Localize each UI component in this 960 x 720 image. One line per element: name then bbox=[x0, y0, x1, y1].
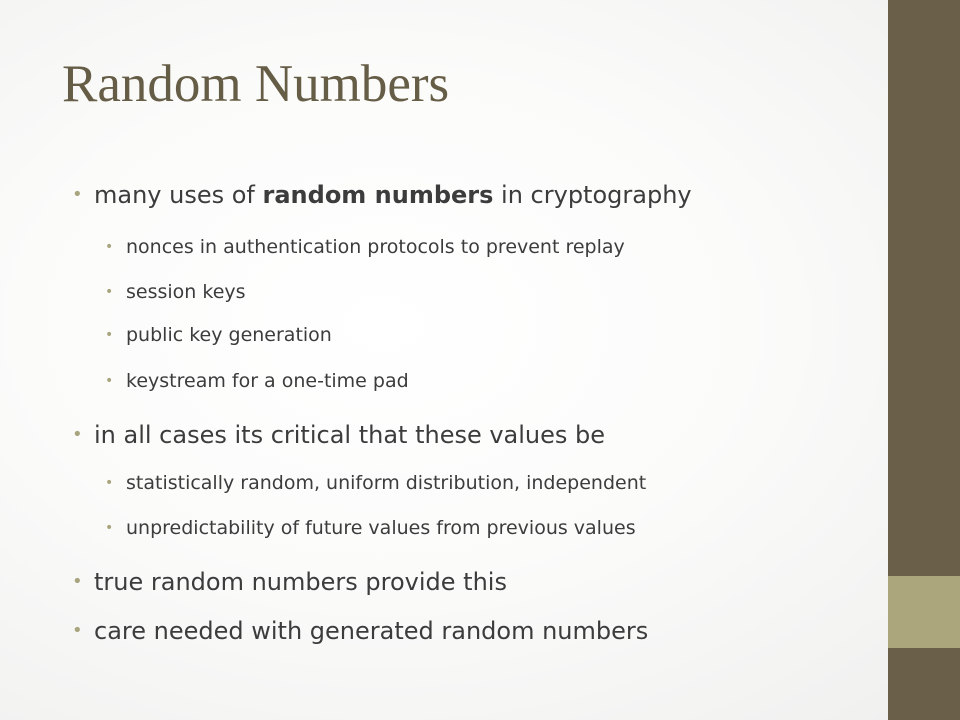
sub-bullet-item bbox=[105, 236, 625, 258]
sub-bullet-text: session keys bbox=[126, 281, 246, 303]
bullet-marker-icon: • bbox=[72, 571, 83, 592]
bullet-item bbox=[72, 568, 507, 596]
side-decoration-band bbox=[888, 576, 960, 648]
bullet-text: in all cases its critical that these values be bbox=[94, 421, 606, 449]
bullet-marker-icon: • bbox=[105, 284, 114, 300]
side-decoration-panel bbox=[888, 0, 960, 720]
bullet-emphasis-text: random numbers bbox=[262, 181, 494, 209]
sub-bullet-text: statistically random, uniform distribution, independent bbox=[126, 472, 647, 494]
bullet-text: care needed with generated random numbers bbox=[94, 617, 649, 645]
bullet-text: many uses of bbox=[94, 181, 263, 209]
bullet-marker-icon: • bbox=[72, 620, 83, 641]
bullet-marker-icon: • bbox=[105, 475, 114, 491]
sub-bullet-item bbox=[105, 281, 246, 303]
bullet-item bbox=[72, 421, 606, 449]
sub-bullet-text: nonces in authentication protocols to prevent replay bbox=[126, 236, 625, 258]
bullet-marker-icon: • bbox=[105, 373, 114, 389]
slide-title: Random Numbers bbox=[62, 55, 450, 113]
bullet-marker-icon: • bbox=[105, 520, 114, 536]
sub-bullet-item bbox=[105, 472, 647, 494]
sub-bullet-item bbox=[105, 324, 332, 346]
sub-bullet-item bbox=[105, 517, 636, 539]
sub-bullet-text: public key generation bbox=[126, 324, 332, 346]
bullet-marker-icon: • bbox=[72, 424, 83, 445]
bullet-item bbox=[72, 181, 692, 209]
bullet-marker-icon: • bbox=[105, 327, 114, 343]
bullet-marker-icon: • bbox=[72, 184, 83, 205]
sub-bullet-text: keystream for a one-time pad bbox=[126, 370, 409, 392]
sub-bullet-item bbox=[105, 370, 409, 392]
bullet-text: in cryptography bbox=[493, 181, 692, 209]
sub-bullet-text: unpredictability of future values from previous values bbox=[126, 517, 636, 539]
bullet-marker-icon: • bbox=[105, 239, 114, 255]
bullet-item bbox=[72, 617, 649, 645]
bullet-text: true random numbers provide this bbox=[94, 568, 507, 596]
